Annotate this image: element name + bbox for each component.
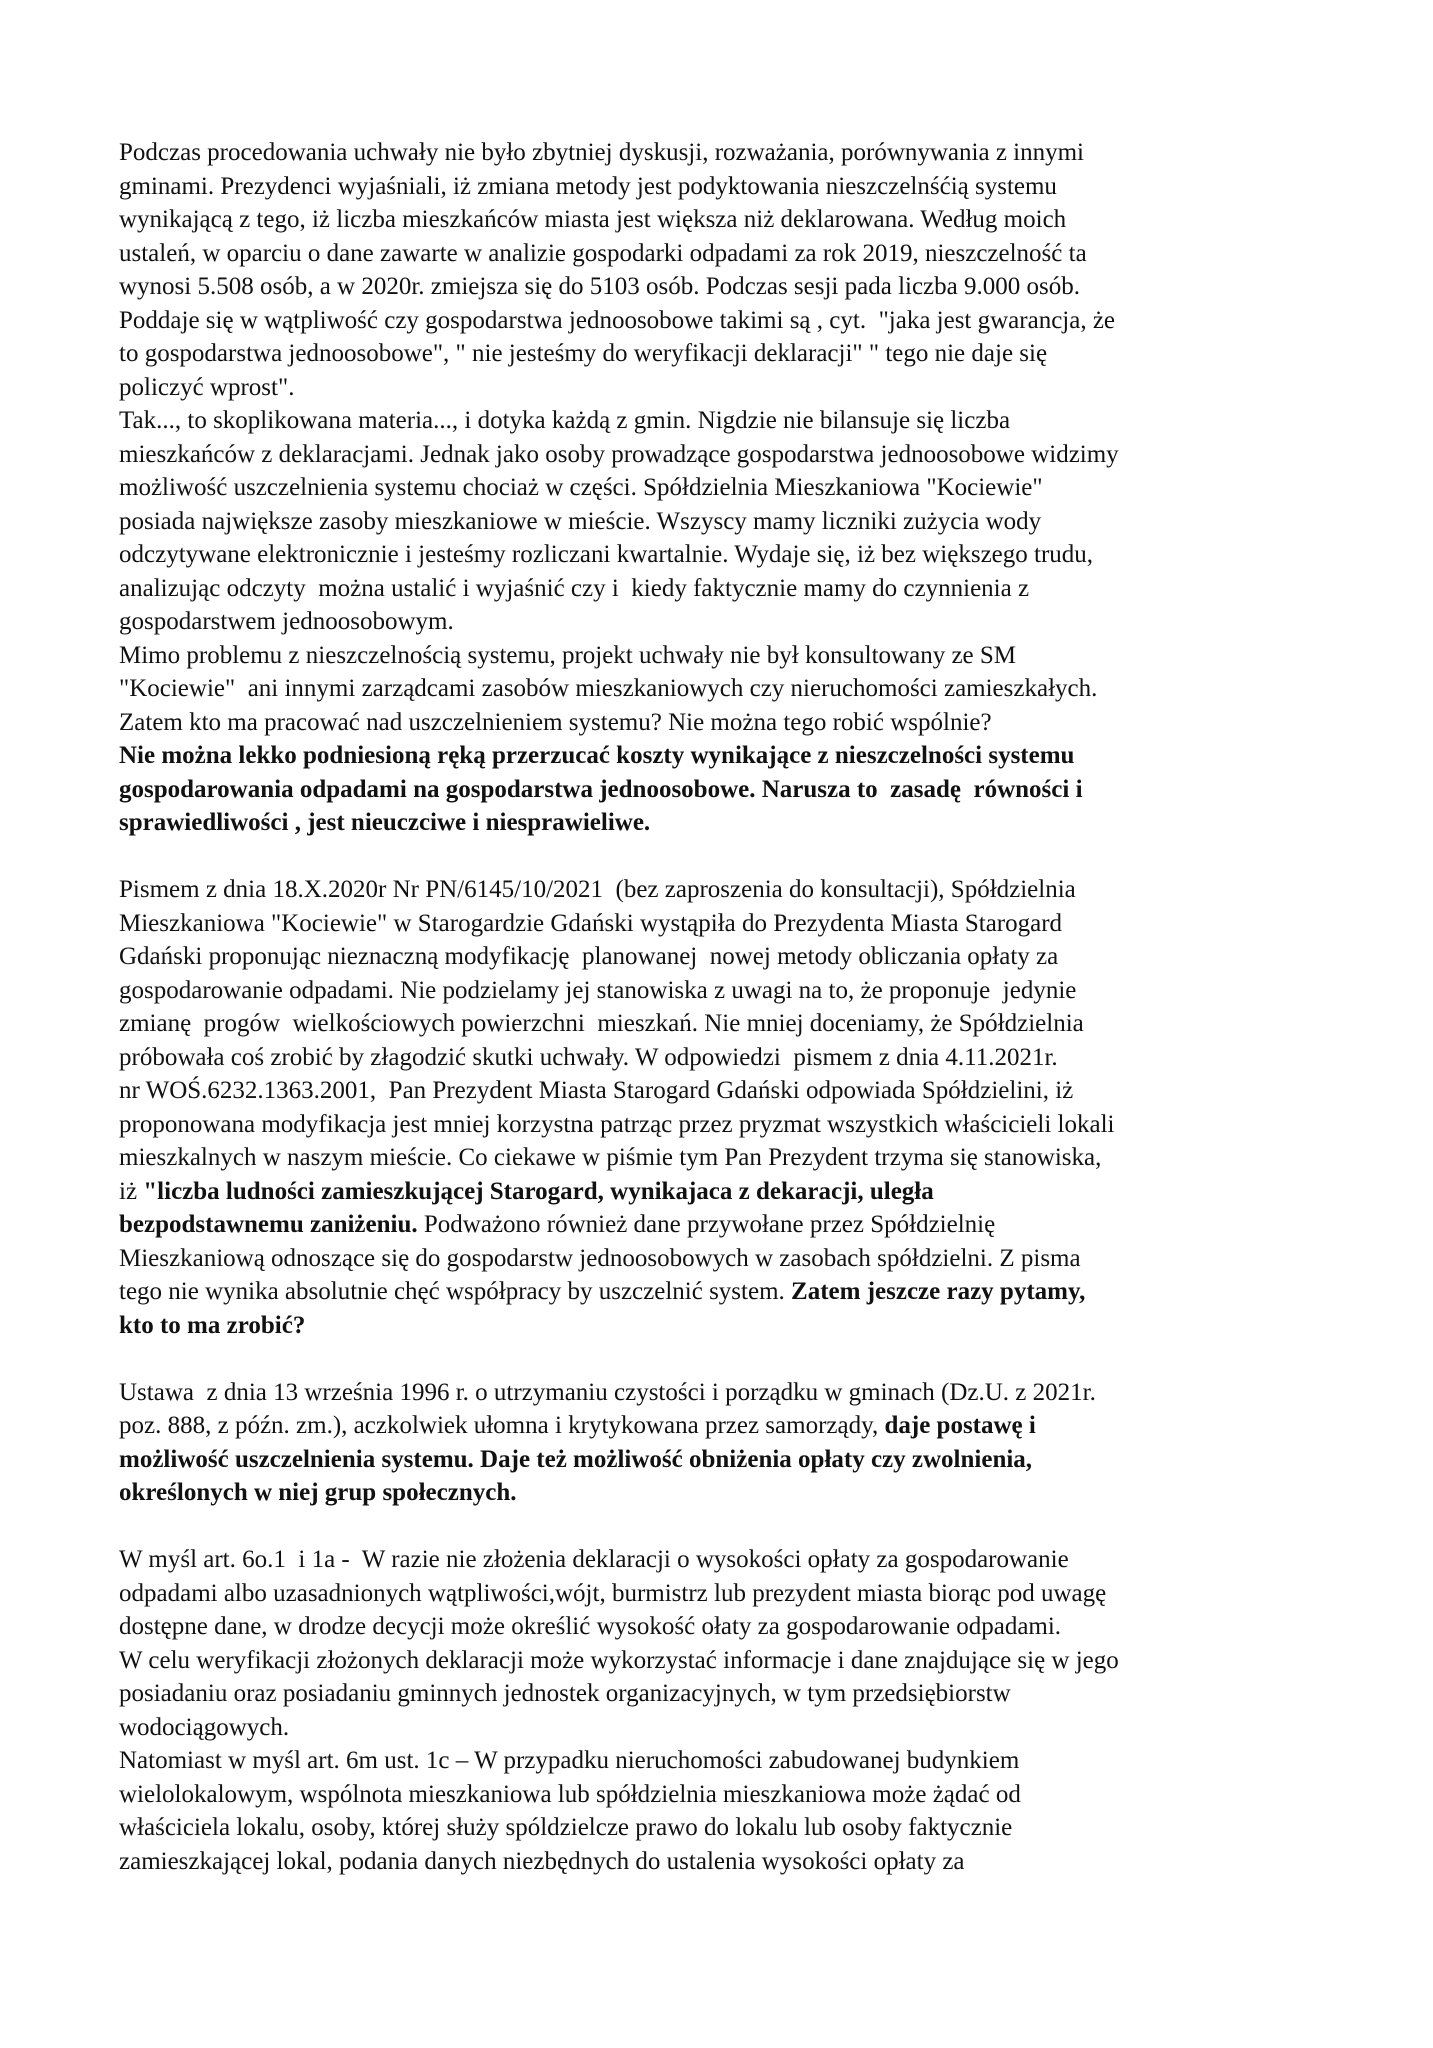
bold-text-line: Nie można lekko podniesioną ręką przerzucać koszty wynikające z nieszczelności systemu	[119, 742, 1075, 769]
text-line: mieszkalnych w naszym mieście. Co ciekawe w piśmie tym Pan Prezydent trzyma się stanowiska,	[119, 1144, 1102, 1171]
text-line: właściciela lokalu, osoby, której służy spóldzielcze prawo do lokalu lub osoby faktycznie	[119, 1814, 1013, 1841]
text-line: posiada największe zasoby mieszkaniowe w mieście. Wszyscy mamy liczniki zużycia wody	[119, 507, 1042, 535]
text-line	[119, 1409, 1319, 1443]
text-line: zmianę progów wielkościowych powierzchni mieszkań. Nie mniej doceniamy, że Spółdzielnia	[119, 1010, 1084, 1037]
paragraph-block-3	[119, 1376, 1319, 1510]
text-line: analizując odczyty można ustalić i wyjaśnić czy i kiedy faktycznie mamy do czynnienia z	[119, 574, 1030, 602]
bold-text-line: możliwość uszczelnienia systemu. Daje też możliwość obniżenia opłaty czy zwolnienia,	[119, 1445, 1033, 1473]
text-line: posiadaniu oraz posiadaniu gminnych jednostek organizacyjnych, w tym przedsiębiorstw	[119, 1680, 1011, 1707]
text-line: Zatem kto ma pracować nad uszczelnieniem systemu? Nie można tego robić wspólnie?	[119, 708, 992, 736]
text-line: Gdański proponując nieznaczną modyfikację planowanej nowej metody obliczania opłaty za	[119, 943, 1059, 970]
text-line: wynikającą z tego, iż liczba mieszkańców miasta jest większa niż deklarowana. Według moich	[119, 206, 1067, 233]
bold-text-line: kto to ma zrobić?	[119, 1311, 306, 1339]
text-line: gminami. Prezydenci wyjaśniali, iż zmiana metody jest podyktowania nieszczelnśćią systemu	[119, 172, 1057, 200]
text-line: policzyć wprost".	[119, 373, 295, 401]
bold-text-run: Zatem jeszcze razy pytamy,	[791, 1278, 1086, 1305]
text-line: W celu weryfikacji złożonych deklaracji może wykorzystać informacje i dane znajdujące się w jego	[119, 1646, 1119, 1674]
text-line: Mieszkaniową odnoszące się do gospodarstw jednoosobowych w zasobach spółdzielni. Z pisma	[119, 1244, 1081, 1272]
bold-text-line: sprawiedliwości , jest nieuczciwe i niesprawieliwe.	[119, 809, 651, 836]
text-line	[119, 1275, 1319, 1309]
text-line: wodociągowych.	[119, 1713, 290, 1741]
bold-text-run: "liczba ludności zamieszkującej Starogard, wynikajaca z dekaracji, uległa	[143, 1177, 934, 1205]
paragraph-block-4	[119, 1543, 1319, 1878]
text-run: tego nie wynika absolutnie chęć współpracy by uszczelnić system.	[119, 1278, 792, 1305]
text-line: próbowała coś zrobić by złagodzić skutki uchwały. W odpowiedzi pismem z dnia 4.11.2021r.	[119, 1043, 1058, 1071]
text-line: Tak..., to skoplikowana materia..., i dotyka każdą z gmin. Nigdzie nie bilansuje się liczba	[119, 407, 1011, 434]
text-line	[119, 1175, 1319, 1209]
paragraph-spacer	[119, 1342, 1319, 1376]
text-line: Mieszkaniowa "Kociewie" w Starogardzie Gdański wystąpiła do Prezydenta Miasta Starogard	[119, 909, 1063, 937]
bold-text-run: bezpodstawnemu zaniżeniu.	[119, 1211, 418, 1238]
text-line: W myśl art. 6o.1 i 1a - W razie nie złożenia deklaracji o wysokości opłaty za gospodarowanie	[119, 1546, 1069, 1573]
text-line: mieszkańców z deklaracjami. Jednak jako osoby prowadzące gospodarstwa jednoosobowe widzimy	[119, 440, 1119, 468]
document-page	[119, 136, 1319, 1878]
bold-text-line: określonych w niej grup społecznych.	[119, 1479, 517, 1506]
text-line: "Kociewie" ani innymi zarządcami zasobów mieszkaniowych czy nieruchomości zamieszkałych.	[119, 675, 1098, 702]
text-line: ustaleń, w oparciu o dane zawarte w analizie gospodarki odpadami za rok 2019, nieszczelność ta	[119, 239, 1087, 267]
text-line: Pismem z dnia 18.X.2020r Nr PN/6145/10/2021 (bez zaproszenia do konsultacji), Spółdzielnia	[119, 876, 1076, 903]
text-line: Podczas procedowania uchwały nie było zbytniej dyskusji, rozważania, porównywania z innymi	[119, 139, 1085, 166]
text-line: odczytywane elektronicznie i jesteśmy rozliczani kwartalnie. Wydaje się, iż bez większego trudu,	[119, 541, 1094, 568]
text-line: nr WOŚ.6232.1363.2001, Pan Prezydent Miasta Starogard Gdański odpowiada Spółdzielini, iż	[119, 1077, 1074, 1104]
bold-text-line: gospodarowania odpadami na gospodarstwa jednoosobowe. Narusza to zasadę równości i	[119, 775, 1083, 803]
text-line: proponowana modyfikacja jest mniej korzystna patrząc przez pryzmat wszystkich właścicieli lokali	[119, 1110, 1115, 1138]
text-run: iż	[119, 1177, 144, 1205]
text-line: możliwość uszczelnienia systemu chociaż w części. Spółdzielnia Mieszkaniowa "Kociewie"	[119, 474, 1043, 501]
text-line: Mimo problemu z nieszczelnością systemu, projekt uchwały nie był konsultowany ze SM	[119, 641, 1017, 669]
text-line: Ustawa z dnia 13 września 1996 r. o utrzymaniu czystości i porządku w gminach (Dz.U. z 2021r.	[119, 1378, 1096, 1406]
paragraph-spacer	[119, 840, 1319, 874]
text-line: Natomiast w myśl art. 6m ust. 1c – W przypadku nieruchomości zabudowanej budynkiem	[119, 1747, 1020, 1774]
text-line: wynosi 5.508 osób, a w 2020r. zmiejsza się do 5103 osób. Podczas sesji pada liczba 9.000 osób.	[119, 273, 1080, 300]
text-line: dostępne dane, w drodze decycji może określić wysokość ołaty za gospodarowanie odpadami.	[119, 1613, 1062, 1640]
text-line: zamieszkającej lokal, podania danych niezbędnych do ustalenia wysokości opłaty za	[119, 1847, 965, 1875]
text-line: gospodarstwem jednoosobowym.	[119, 608, 454, 635]
text-line: wielolokalowym, wspólnota mieszkaniowa lub spółdzielnia mieszkaniowa może żądać od	[119, 1780, 1021, 1808]
paragraph-block-1	[119, 136, 1319, 840]
paragraph-block-2	[119, 873, 1319, 1342]
text-line: odpadami albo uzasadnionych wątpliwości,wójt, burmistrz lub prezydent miasta biorąc pod uwagę	[119, 1579, 1107, 1607]
text-line: Poddaje się w wątpliwość czy gospodarstwa jednoosobowe takimi są , cyt. "jaka jest gwarancja, że	[119, 306, 1116, 334]
text-run: poz. 888, z późn. zm.), aczkolwiek ułomna i krytykowana przez samorządy,	[119, 1412, 885, 1439]
text-line: to gospodarstwa jednoosobowe", " nie jesteśmy do weryfikacji deklaracji" " tego nie daje się	[119, 340, 1048, 367]
paragraph-spacer	[119, 1510, 1319, 1544]
bold-text-run: daje postawę i	[884, 1412, 1036, 1439]
text-line: gospodarowanie odpadami. Nie podzielamy jej stanowiska z uwagi na to, że proponuje jedynie	[119, 976, 1077, 1004]
text-run: Podważono również dane przywołane przez Spółdzielnię	[417, 1211, 996, 1238]
text-line	[119, 1208, 1319, 1242]
